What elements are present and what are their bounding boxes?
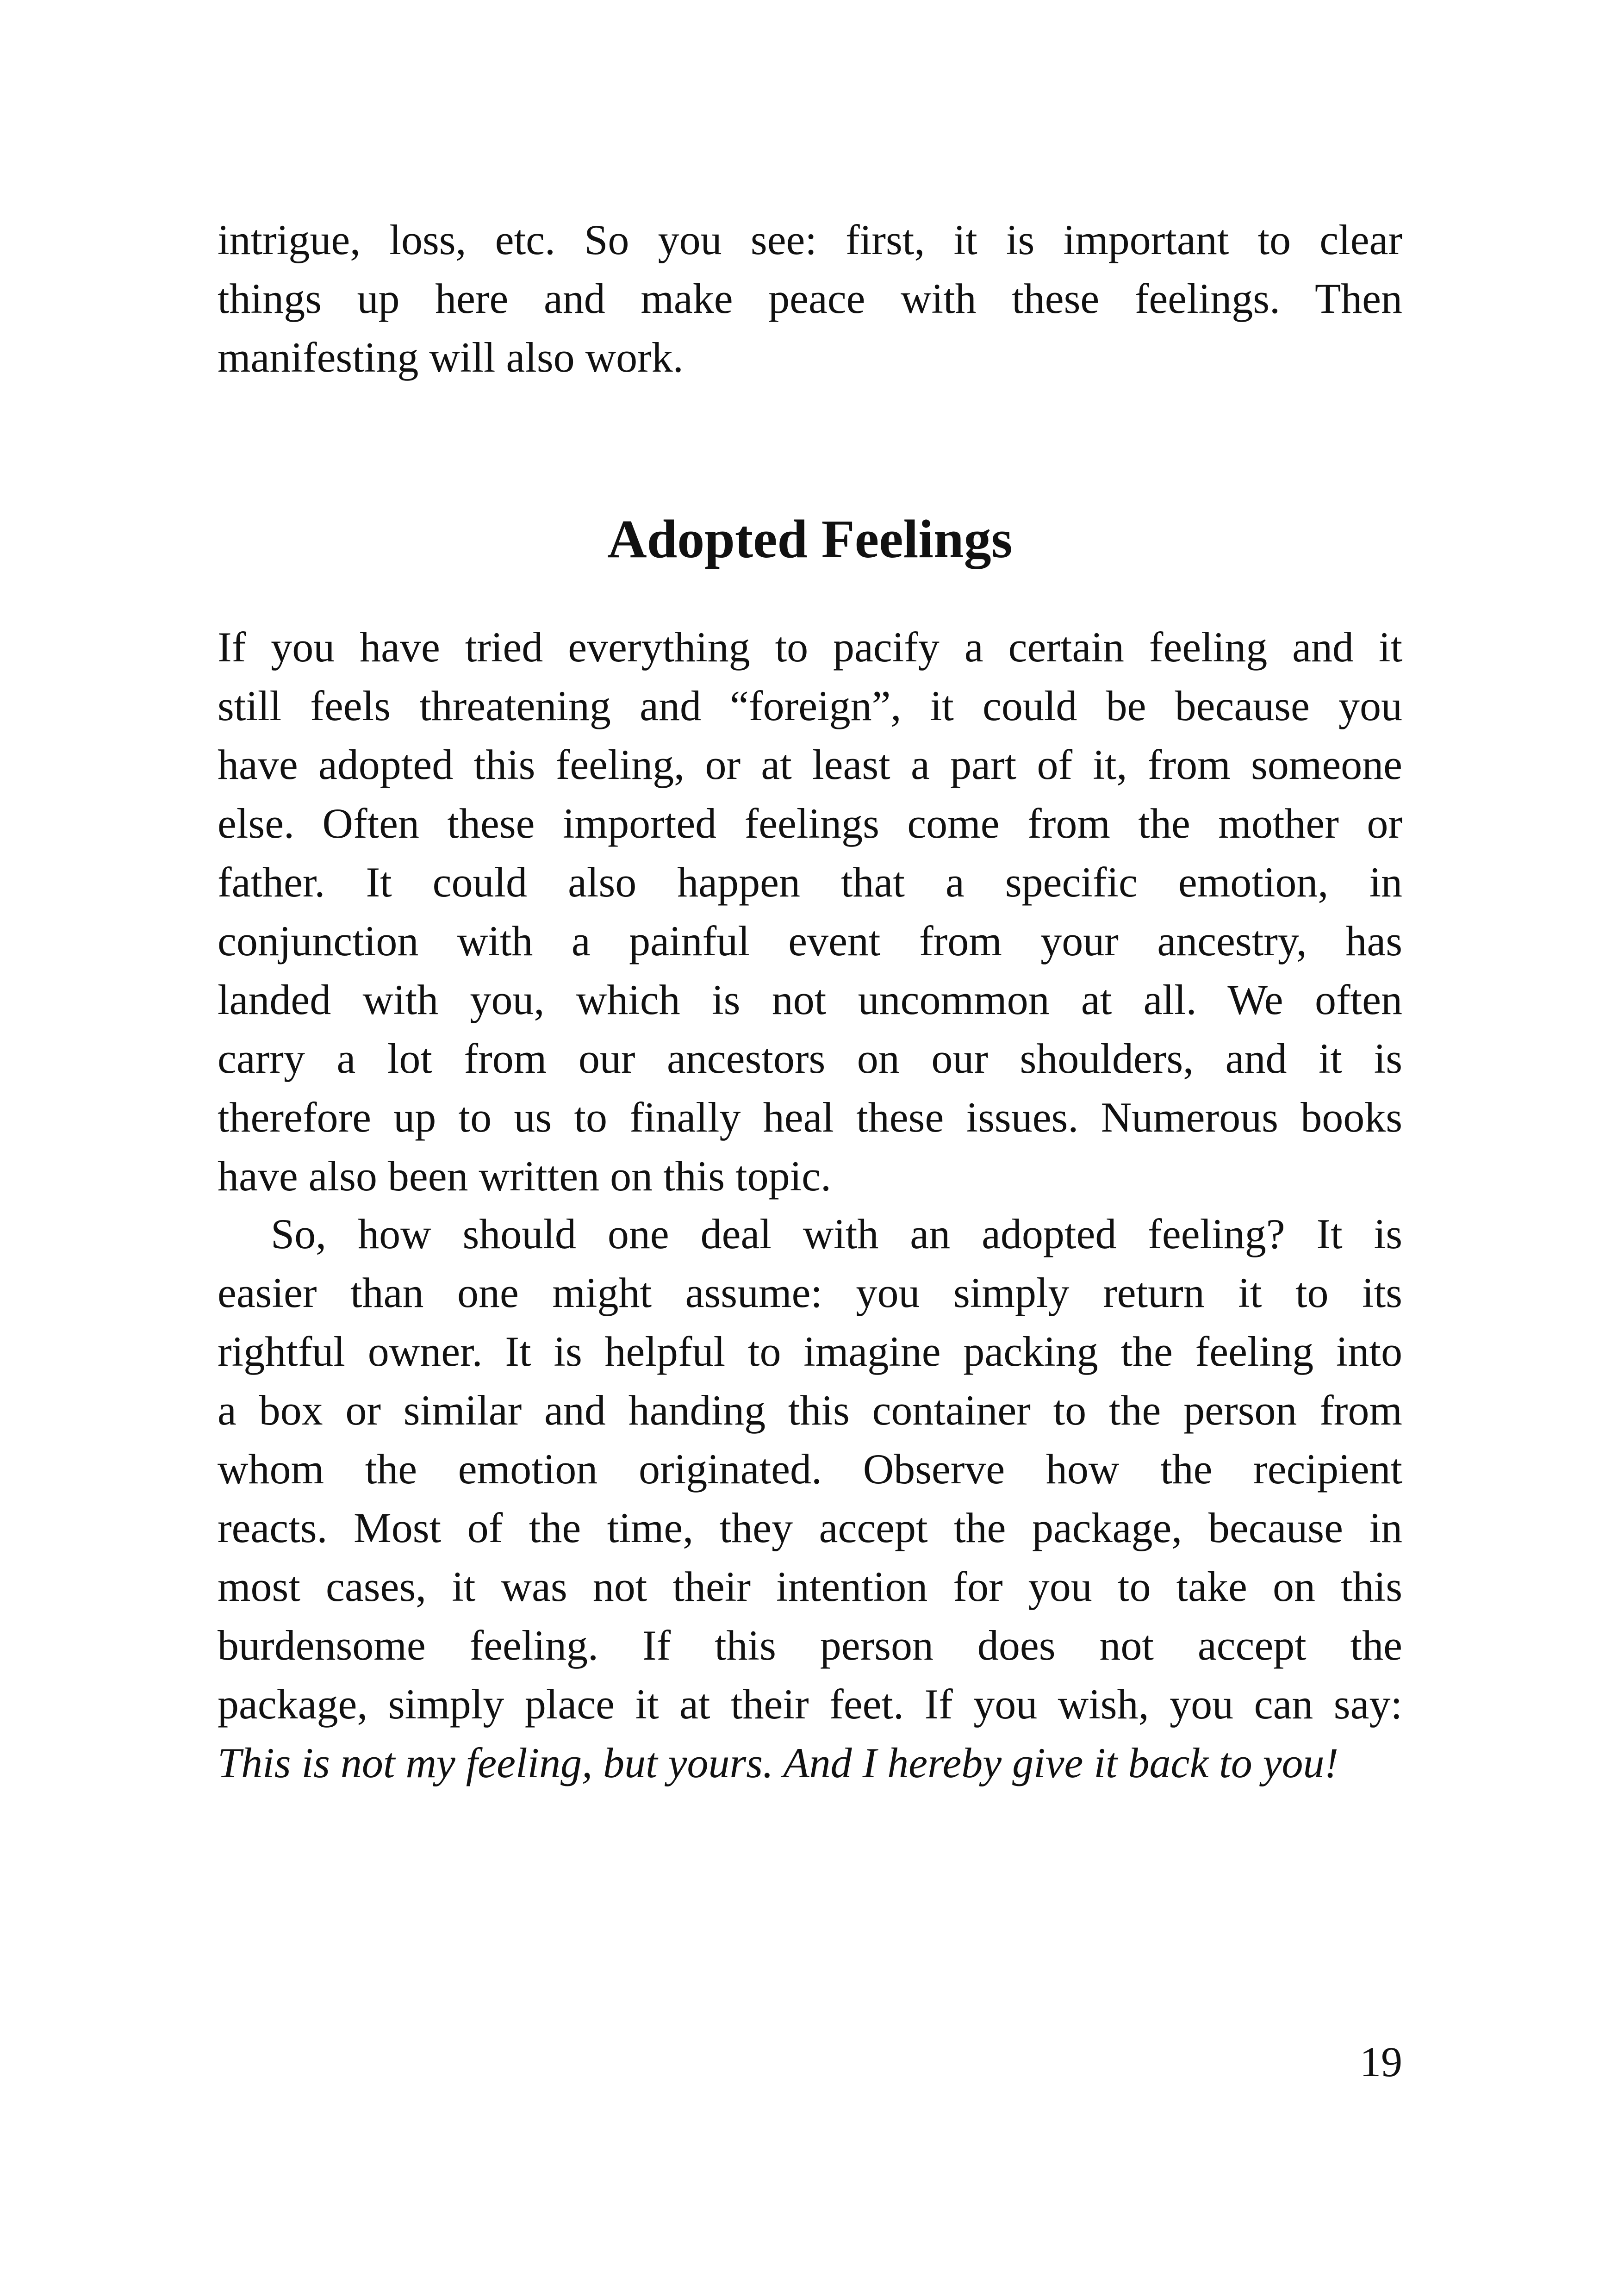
page-number: 19: [1360, 2038, 1402, 2085]
text-line: reacts. Most of the time, they accept the package, because in: [218, 1504, 1402, 1551]
paragraph-2: [218, 1205, 1402, 1792]
text-line: still feels threatening and “foreign”, it could be because you: [218, 682, 1402, 729]
text-line: intrigue, loss, etc. So you see: first, it is important to clear: [218, 216, 1402, 263]
text-line: most cases, it was not their intention for you to take on this: [218, 1563, 1402, 1610]
text-line: If you have tried everything to pacify a certain feeling and it: [218, 623, 1402, 671]
text-line: things up here and make peace with these feelings. Then: [218, 275, 1402, 322]
text-line: father. It could also happen that a specific emotion, in: [218, 859, 1402, 906]
paragraph-1: [218, 618, 1402, 1206]
italic-quote-line: This is not my feeling, but yours. And I hereby give it back to you!: [218, 1739, 1339, 1786]
text-line: carry a lot from our ancestors on our shoulders, and it is: [218, 1035, 1402, 1082]
intro-paragraph: [218, 211, 1402, 387]
text-line: conjunction with a painful event from your ancestry, has: [218, 917, 1402, 964]
text-line: have also been written on this topic.: [218, 1152, 832, 1200]
text-line: rightful owner. It is helpful to imagine packing the feeling into: [218, 1328, 1402, 1375]
text-line: package, simply place it at their feet. If you wish, you can say:: [218, 1680, 1402, 1728]
text-line: burdensome feeling. If this person does not accept the: [218, 1622, 1402, 1669]
text-line: else. Often these imported feelings come from the mother or: [218, 800, 1402, 847]
text-line: therefore up to us to finally heal these issues. Numerous books: [218, 1094, 1402, 1141]
text-line: So, how should one deal with an adopted feeling? It is: [271, 1210, 1402, 1257]
text-line: easier than one might assume: you simply return it to its: [218, 1269, 1402, 1316]
section-heading: Adopted Feelings: [607, 509, 1013, 569]
text-line: manifesting will also work.: [218, 334, 684, 381]
text-line: a box or similar and handing this container to the person from: [218, 1387, 1402, 1434]
text-line: landed with you, which is not uncommon at all. We often: [218, 976, 1402, 1023]
text-line: whom the emotion originated. Observe how the recipient: [218, 1445, 1402, 1493]
text-line: have adopted this feeling, or at least a part of it, from someone: [218, 741, 1402, 788]
